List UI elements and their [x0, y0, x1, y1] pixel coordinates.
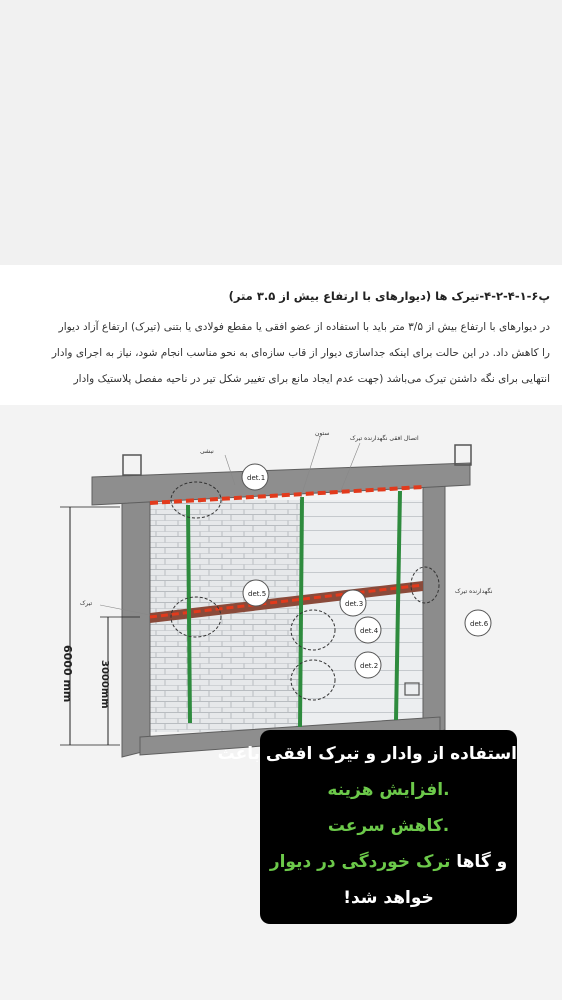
wadar-1: [188, 505, 190, 723]
paragraph-line-2: را کاهش داد. در این حالت برای اینکه جداسازی دیوار از قاب سازه‌ای به نحو مناسب انجام شود، نیاز به اجرای وادار: [51, 347, 550, 359]
paragraph-line-1: در دیوارهای با ارتفاع بیش از ۳/۵ متر باید با استفاده از عضو افقی یا مقطع فولادی یا بتنی (تیرک) ارتفاع آزاد دیوار: [58, 321, 550, 333]
callout-4: ستون: [315, 430, 330, 437]
callout-6: نگهدارنده تیرک: [455, 588, 493, 595]
wadar-2: [300, 497, 302, 727]
panel-infill: [302, 500, 427, 732]
caption-line-1: استفاده از وادار و تیرک افقی باعث: [217, 744, 517, 764]
dimension-lower: 3000mm: [99, 660, 110, 709]
blank-area: [0, 0, 562, 265]
paragraph-line-3: انتهایی برای نگه داشتن تیرک می‌باشد (جهت عدم ایجاد مانع برای تغییر شکل تیر در ناحیه مفصل پلاستیک وادار: [73, 373, 550, 385]
caption-line-3: .کاهش سرعت: [327, 816, 450, 836]
det-label-3: det.3: [345, 600, 364, 608]
callout-2: تیرک: [80, 600, 93, 607]
callout-3: نبشی: [200, 448, 214, 455]
caption-line-5: خواهد شد!: [343, 888, 434, 908]
det-label-5: det.5: [248, 590, 267, 598]
dimension-total: 6000 mm: [61, 645, 74, 703]
left-column: [122, 487, 150, 757]
det-label-4: det.4: [360, 627, 379, 635]
top-beam: [92, 463, 470, 505]
right-column: [423, 483, 445, 735]
det-label-6: det.6: [470, 620, 489, 628]
callout-1: اتصال افقی نگهدارنده تیرک: [350, 435, 419, 442]
caption-line-4-prefix: و گاها: [450, 852, 508, 872]
section-title: پ۶-۱-۴-۲-۴-تیرک ها (دیوارهای با ارتفاع بیش از ۳.۵ متر): [228, 289, 550, 303]
det-label-1: det.1: [247, 474, 266, 482]
det-label-2: det.2: [360, 662, 379, 670]
document-excerpt: [0, 265, 562, 405]
caption-box: [217, 730, 517, 924]
caption-line-2: .افزایش هزینه: [327, 780, 450, 800]
caption-line-4-highlight: ترک خوردگی در دیوار: [269, 852, 451, 872]
caption-line-4: [260, 852, 517, 872]
